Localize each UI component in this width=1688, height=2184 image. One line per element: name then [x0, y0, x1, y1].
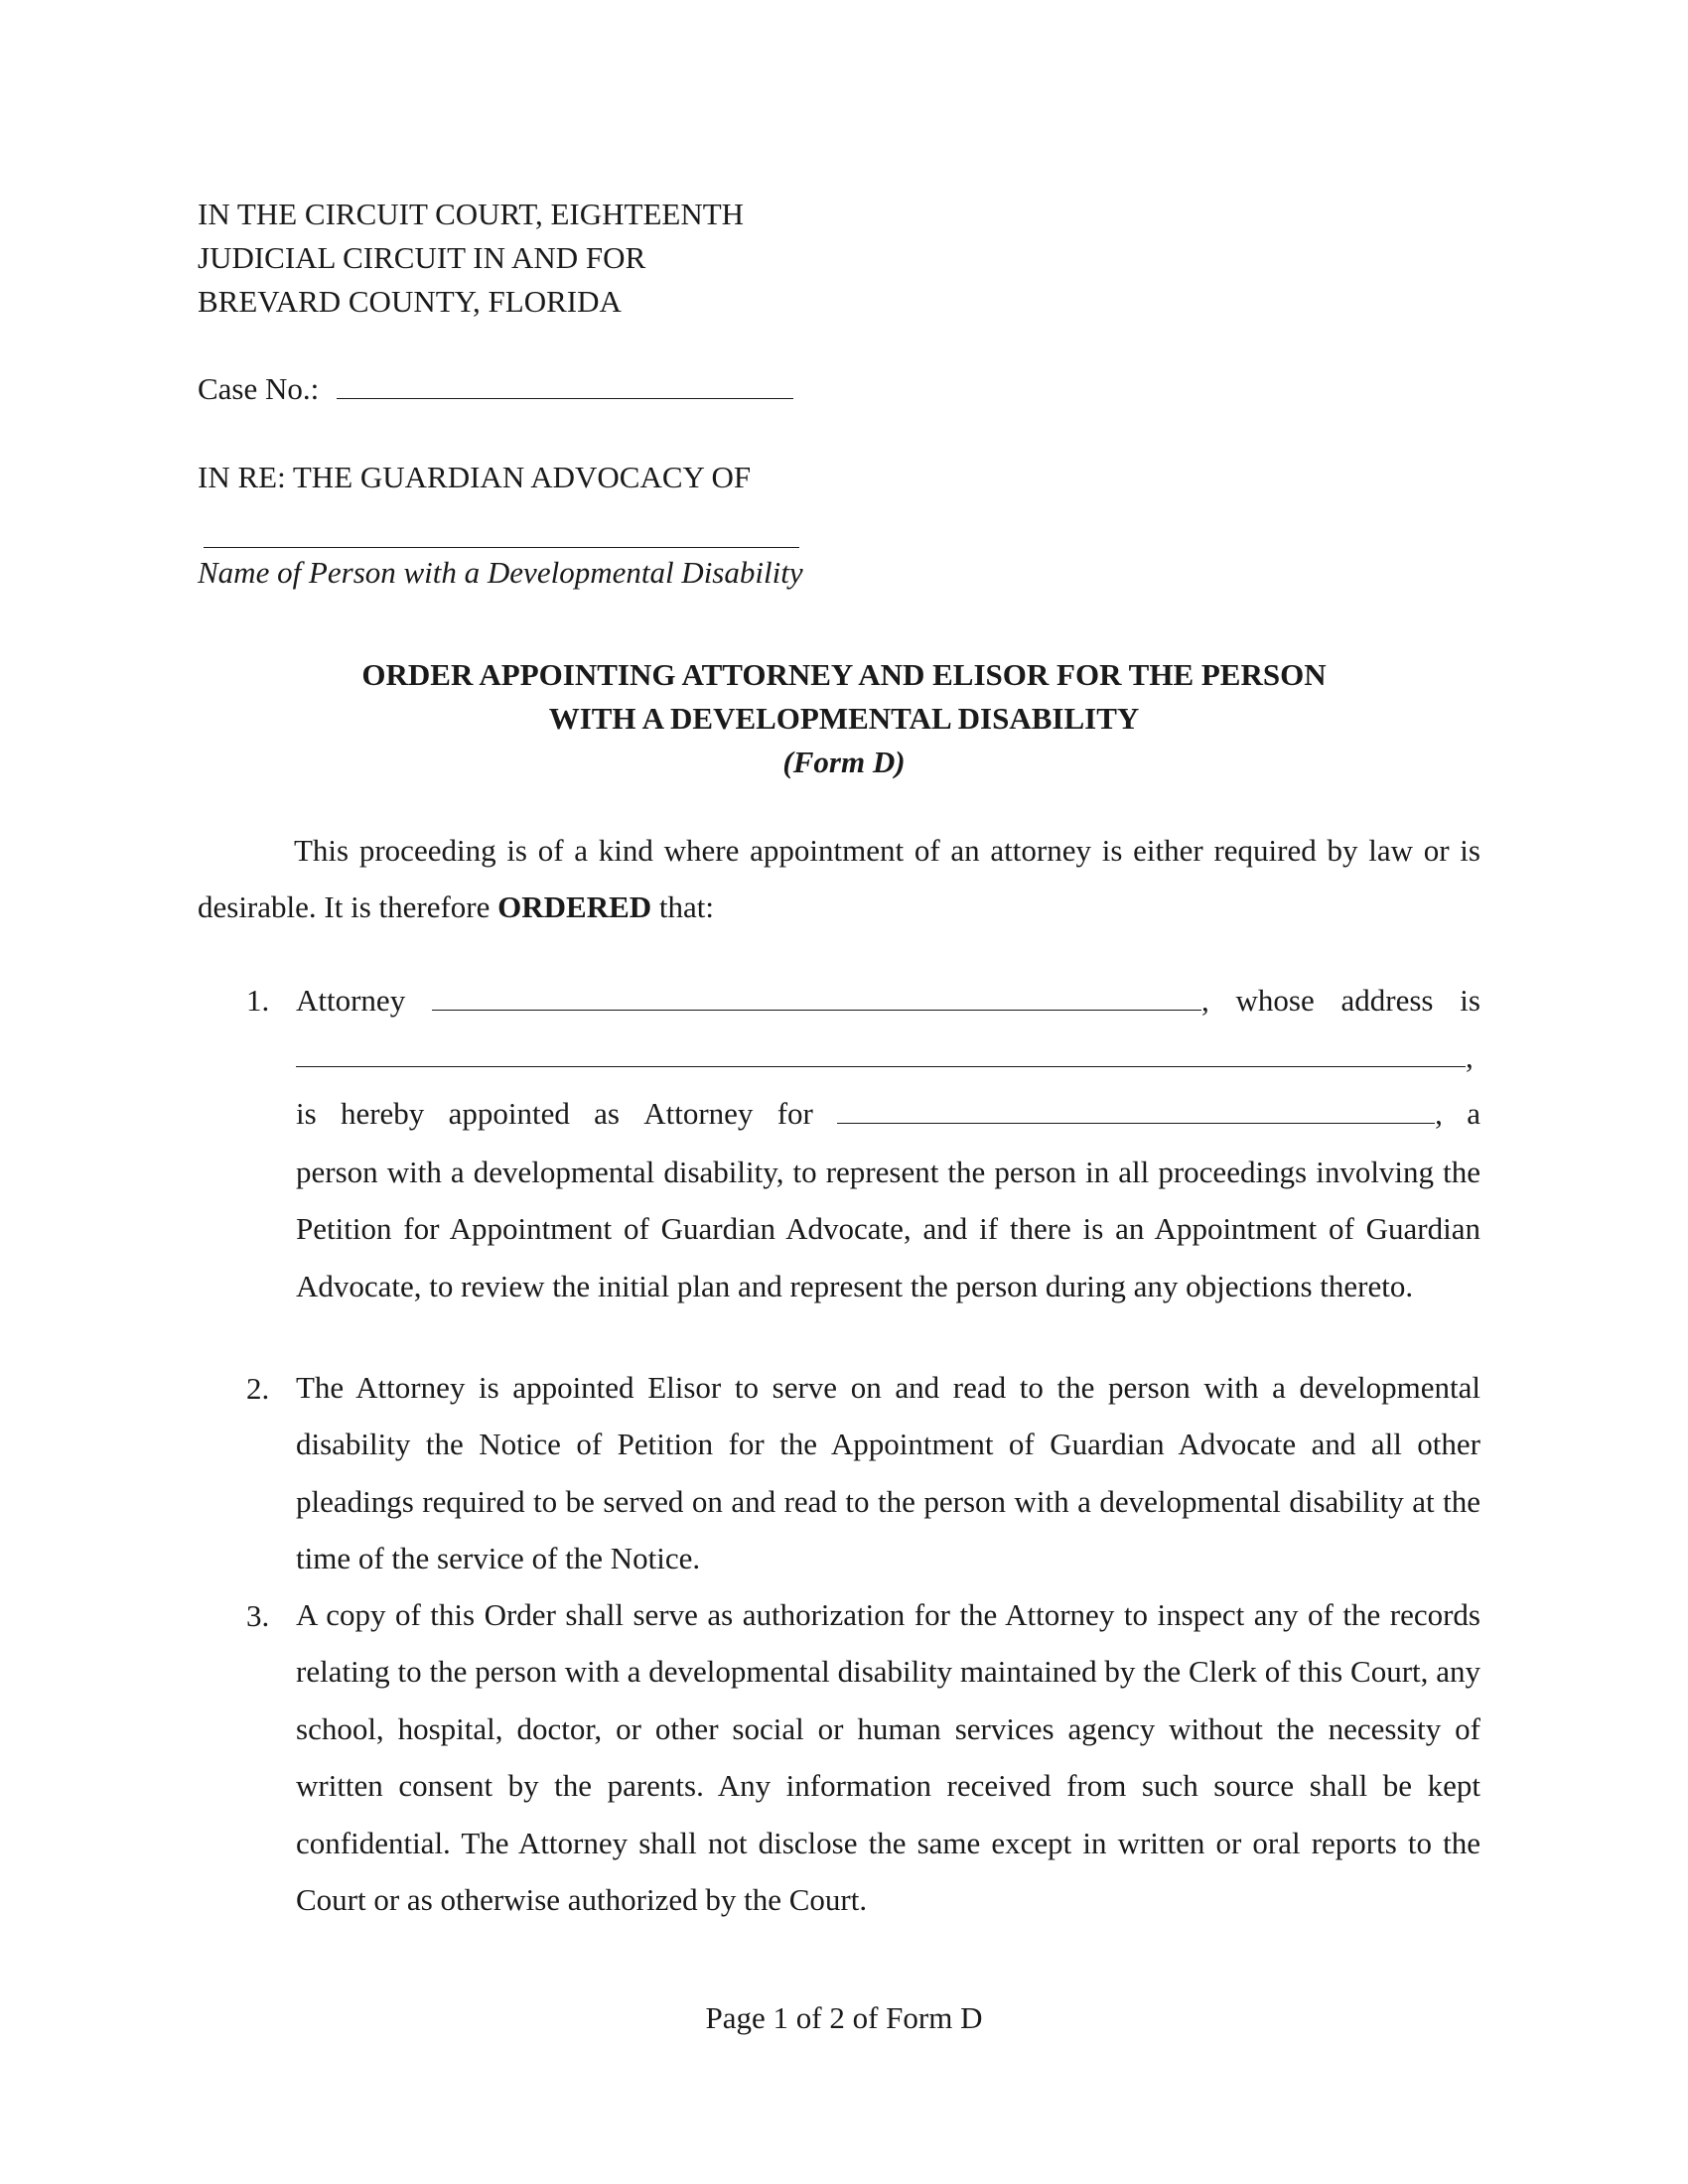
appointed-for-field[interactable]: , — [837, 1096, 1443, 1132]
case-number-label: Case No.: — [198, 371, 320, 406]
court-name-line2: JUDICIAL CIRCUIT IN AND FOR — [198, 240, 646, 275]
person-name-field[interactable] — [204, 547, 799, 548]
item-2-text: The Attorney is appointed Elisor to serve on and read to the person with a developmental disability the Notice of Petition for the Appointment of Guardian Advocate and all other pleadings required to be served on and read to the person with a developmental disability at the time of the service of the Notice. — [296, 1370, 1480, 1576]
intro-text: This proceeding is of a kind where appointment of an attorney is either required by law or is desirable. It is therefore — [198, 833, 1480, 924]
in-re-heading: IN RE: THE GUARDIAN ADVOCACY OF — [198, 460, 752, 494]
case-number-row — [198, 371, 793, 407]
item-1-line3: is hereby appointed as Attorney for , a — [296, 1096, 1480, 1131]
person-name-label: Name of Person with a Developmental Disability — [198, 555, 803, 590]
item-1-line1: Attorney , whose address is — [296, 983, 1480, 1018]
attorney-address-field[interactable]: , — [296, 1039, 1474, 1075]
page-footer: Page 1 of 2 of Form D — [705, 2000, 983, 2035]
intro-text-end: that: — [658, 889, 714, 924]
intro-paragraph — [198, 822, 1480, 935]
case-number-field[interactable] — [337, 397, 793, 399]
item-1-text: person with a developmental disability, to represent the person in all proceedings involving the Petition for Appointment of Guardian Advocate, and if there is an Appointment of Guardian Advocate, to review the initial plan and represent the person during any objections thereto. — [296, 1155, 1480, 1303]
item-number: 1. — [246, 983, 270, 1018]
order-title-line2: WITH A DEVELOPMENTAL DISABILITY — [548, 701, 1140, 736]
item-number: 2. — [246, 1371, 270, 1406]
item-3-text: A copy of this Order shall serve as authorization for the Attorney to inspect any of the records relating to the person with a developmental disability maintained by the Clerk of this Court, any school, hospital, doctor, or other social or human services agency without the necessity of written consent by the parents. Any information received from such source shall be kept confidential. The Attorney shall not disclose the same except in written or oral reports to the Court or as otherwise authorized by the Court. — [296, 1597, 1480, 1918]
order-title-line1: ORDER APPOINTING ATTORNEY AND ELISOR FOR THE PERSON — [361, 657, 1327, 692]
court-name-line3: BREVARD COUNTY, FLORIDA — [198, 284, 622, 319]
attorney-name-field[interactable]: , — [432, 983, 1209, 1019]
court-name-line1: IN THE CIRCUIT COURT, EIGHTEENTH — [198, 197, 745, 231]
item-number: 3. — [246, 1598, 270, 1633]
attorney-label: Attorney — [296, 983, 406, 1018]
ordered-keyword: ORDERED — [497, 889, 652, 924]
form-label: (Form D) — [782, 745, 906, 779]
